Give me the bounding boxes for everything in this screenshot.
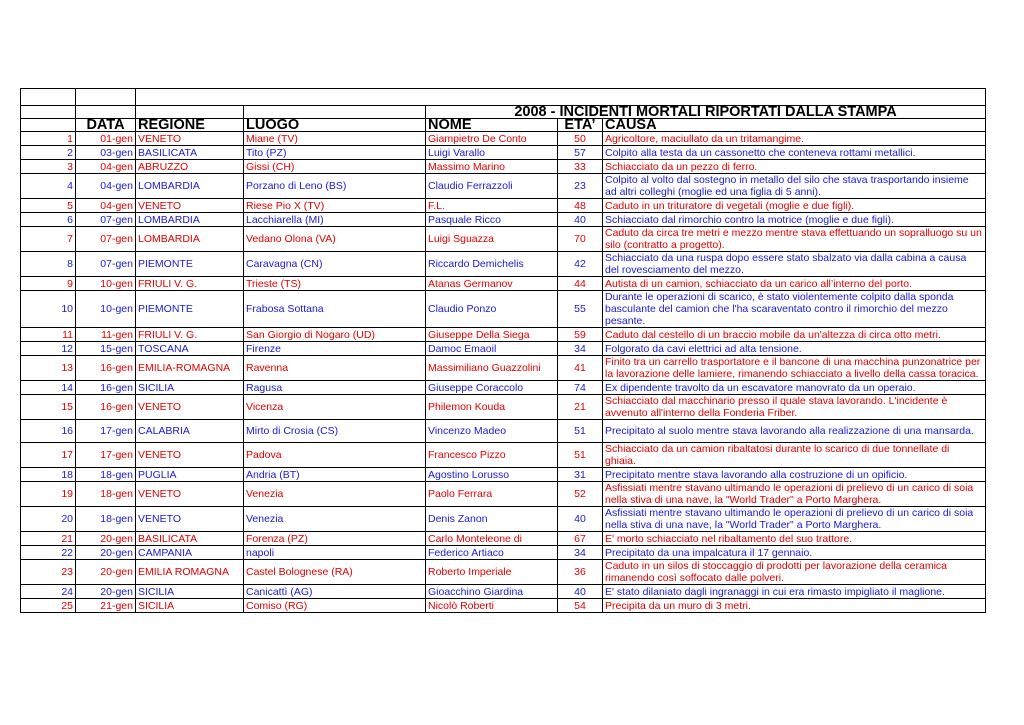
row-place: Riese Pio X (TV) bbox=[244, 199, 426, 213]
row-cause: Precipita da un muro di 3 metri. bbox=[603, 599, 986, 613]
row-date: 18-gen bbox=[76, 482, 136, 507]
header-nome: NOME bbox=[426, 119, 558, 132]
row-region: SICILIA bbox=[136, 599, 244, 613]
header-data: DATA bbox=[76, 119, 136, 132]
row-date: 04-gen bbox=[76, 174, 136, 199]
table-row bbox=[21, 227, 986, 252]
row-age: 57 bbox=[558, 146, 603, 160]
table-row bbox=[21, 252, 986, 277]
row-number: 24 bbox=[21, 585, 76, 599]
table-row bbox=[21, 420, 986, 443]
row-date: 17-gen bbox=[76, 420, 136, 443]
row-age: 40 bbox=[558, 585, 603, 599]
row-date: 04-gen bbox=[76, 199, 136, 213]
row-region: VENETO bbox=[136, 482, 244, 507]
row-name: Carlo Monteleone di bbox=[426, 532, 558, 546]
row-cause: Caduto dal cestello di un braccio mobile da un'altezza di circa otto metri. bbox=[603, 328, 986, 342]
row-number: 23 bbox=[21, 560, 76, 585]
row-place: Castel Bolognese (RA) bbox=[244, 560, 426, 585]
row-cause: Colpito al volto dal sostegno in metallo del silo che stava trasportando insieme ad altri colleghi (moglie ed una figlia di 5 anni). bbox=[603, 174, 986, 199]
row-cause: Schiacciato da un camion ribaltatosi durante lo scarico di due tonnellate di ghiaia. bbox=[603, 443, 986, 468]
row-number: 2 bbox=[21, 146, 76, 160]
row-name: Gioacchino Giardina bbox=[426, 585, 558, 599]
row-cause: Finito tra un carrello trasportatore e il bancone di una macchina punzonatrice per la lavorazione delle lamiere, rimanendo schiacciato a livello della cassa toracica. bbox=[603, 356, 986, 381]
row-cause: Precipitato mentre stava lavorando alla costruzione di un opificio. bbox=[603, 468, 986, 482]
row-region: EMILIA ROMAGNA bbox=[136, 560, 244, 585]
row-region: LOMBARDIA bbox=[136, 174, 244, 199]
row-date: 01-gen bbox=[76, 132, 136, 146]
row-cause: Colpito alla testa da un cassonetto che conteneva rottami metallici. bbox=[603, 146, 986, 160]
row-name: Atanas Germanov bbox=[426, 277, 558, 291]
row-cause: Ex dipendente travolto da un escavatore manovrato da un operaio. bbox=[603, 381, 986, 395]
row-cause: Autista di un camion, schiacciato da un carico all’interno del porto. bbox=[603, 277, 986, 291]
row-age: 33 bbox=[558, 160, 603, 174]
row-place: napoli bbox=[244, 546, 426, 560]
row-region: BASILICATA bbox=[136, 532, 244, 546]
row-place: Lacchiarella (MI) bbox=[244, 213, 426, 227]
row-region: VENETO bbox=[136, 507, 244, 532]
row-region: CALABRIA bbox=[136, 420, 244, 443]
table-row bbox=[21, 560, 986, 585]
row-age: 59 bbox=[558, 328, 603, 342]
row-age: 67 bbox=[558, 532, 603, 546]
row-region: PIEMONTE bbox=[136, 252, 244, 277]
row-place: Mirto di Crosia (CS) bbox=[244, 420, 426, 443]
row-age: 54 bbox=[558, 599, 603, 613]
row-name: Francesco Pizzo bbox=[426, 443, 558, 468]
row-number: 1 bbox=[21, 132, 76, 146]
row-cause: Precipitato al suolo mentre stava lavorando alla realizzazione di una mansarda. bbox=[603, 420, 986, 443]
row-cause: Agricoltore, maciullato da un tritamangime. bbox=[603, 132, 986, 146]
table-row bbox=[21, 146, 986, 160]
spacer-row bbox=[21, 89, 986, 106]
row-age: 34 bbox=[558, 342, 603, 356]
row-name: F.L. bbox=[426, 199, 558, 213]
row-date: 16-gen bbox=[76, 381, 136, 395]
row-place: Padova bbox=[244, 443, 426, 468]
table-row bbox=[21, 342, 986, 356]
row-age: 40 bbox=[558, 213, 603, 227]
row-number: 17 bbox=[21, 443, 76, 468]
row-place: Miane (TV) bbox=[244, 132, 426, 146]
row-age: 70 bbox=[558, 227, 603, 252]
row-age: 74 bbox=[558, 381, 603, 395]
row-cause: Schiacciato da una ruspa dopo essere stato sbalzato via dalla cabina a causa del rovesciamento del mezzo. bbox=[603, 252, 986, 277]
row-age: 40 bbox=[558, 507, 603, 532]
row-place: Andria (BT) bbox=[244, 468, 426, 482]
row-number: 12 bbox=[21, 342, 76, 356]
row-number: 3 bbox=[21, 160, 76, 174]
row-region: FRIULI V. G. bbox=[136, 277, 244, 291]
row-date: 20-gen bbox=[76, 585, 136, 599]
table-row bbox=[21, 277, 986, 291]
row-cause: Precipitato da una impalcatura il 17 gennaio. bbox=[603, 546, 986, 560]
row-place: Frabosa Sottana bbox=[244, 291, 426, 328]
row-number: 15 bbox=[21, 395, 76, 420]
row-name: Philemon Kouda bbox=[426, 395, 558, 420]
row-age: 51 bbox=[558, 443, 603, 468]
row-region: SICILIA bbox=[136, 585, 244, 599]
row-name: Giuseppe Coraccolo bbox=[426, 381, 558, 395]
row-date: 18-gen bbox=[76, 507, 136, 532]
row-name: Federico Artiaco bbox=[426, 546, 558, 560]
title-row bbox=[21, 106, 986, 119]
row-region: LOMBARDIA bbox=[136, 213, 244, 227]
row-name: Agostino Lorusso bbox=[426, 468, 558, 482]
row-age: 42 bbox=[558, 252, 603, 277]
table-row bbox=[21, 381, 986, 395]
row-age: 41 bbox=[558, 356, 603, 381]
row-cause: Asfissiati mentre stavano ultimando le operazioni di prelievo di un carico di soia nella stiva di una nave, la "World Trader" a Porto Marghera. bbox=[603, 482, 986, 507]
row-cause: E' stato dilaniato dagli ingranaggi in cui era rimasto impigliato il maglione. bbox=[603, 585, 986, 599]
row-number: 13 bbox=[21, 356, 76, 381]
page-title: 2008 - INCIDENTI MORTALI RIPORTATI DALLA STAMPA bbox=[426, 106, 986, 119]
row-number: 14 bbox=[21, 381, 76, 395]
row-date: 07-gen bbox=[76, 213, 136, 227]
row-number: 19 bbox=[21, 482, 76, 507]
row-place: Trieste (TS) bbox=[244, 277, 426, 291]
row-cause: Schiacciato da un pezzo di ferro. bbox=[603, 160, 986, 174]
row-region: ABRUZZO bbox=[136, 160, 244, 174]
row-age: 55 bbox=[558, 291, 603, 328]
row-name: Giampietro De Conto bbox=[426, 132, 558, 146]
row-cause: Caduto da circa tre metri e mezzo mentre stava effettuando un sopralluogo su un silo (contratto a progetto). bbox=[603, 227, 986, 252]
row-number: 6 bbox=[21, 213, 76, 227]
row-age: 36 bbox=[558, 560, 603, 585]
row-date: 04-gen bbox=[76, 160, 136, 174]
row-date: 07-gen bbox=[76, 227, 136, 252]
row-date: 07-gen bbox=[76, 252, 136, 277]
table-row bbox=[21, 291, 986, 328]
row-number: 4 bbox=[21, 174, 76, 199]
row-number: 25 bbox=[21, 599, 76, 613]
row-name: Luigi Varallo bbox=[426, 146, 558, 160]
row-region: VENETO bbox=[136, 199, 244, 213]
row-region: PIEMONTE bbox=[136, 291, 244, 328]
row-region: FRIULI V. G. bbox=[136, 328, 244, 342]
row-date: 20-gen bbox=[76, 546, 136, 560]
row-region: VENETO bbox=[136, 395, 244, 420]
row-name: Nicolò Roberti bbox=[426, 599, 558, 613]
table-row bbox=[21, 199, 986, 213]
row-place: Porzano di Leno (BS) bbox=[244, 174, 426, 199]
row-cause: Folgorato da cavi elettrici ad alta tensione. bbox=[603, 342, 986, 356]
row-region: TOSCANA bbox=[136, 342, 244, 356]
row-region: BASILICATA bbox=[136, 146, 244, 160]
row-cause: Schiacciato dal rimorchio contro la motrice (moglie e due figli). bbox=[603, 213, 986, 227]
row-place: Ravenna bbox=[244, 356, 426, 381]
row-age: 44 bbox=[558, 277, 603, 291]
row-name: Denis Zanon bbox=[426, 507, 558, 532]
row-date: 15-gen bbox=[76, 342, 136, 356]
table-row bbox=[21, 356, 986, 381]
row-place: Vicenza bbox=[244, 395, 426, 420]
row-place: Caravagna (CN) bbox=[244, 252, 426, 277]
row-number: 7 bbox=[21, 227, 76, 252]
table-row bbox=[21, 599, 986, 613]
table-row bbox=[21, 160, 986, 174]
row-date: 10-gen bbox=[76, 277, 136, 291]
table-row bbox=[21, 507, 986, 532]
table-row bbox=[21, 443, 986, 468]
row-name: Massimiliano Guazzolini bbox=[426, 356, 558, 381]
row-name: Pasquale Ricco bbox=[426, 213, 558, 227]
row-place: Firenze bbox=[244, 342, 426, 356]
row-place: Forenza (PZ) bbox=[244, 532, 426, 546]
row-age: 48 bbox=[558, 199, 603, 213]
row-place: Comiso (RG) bbox=[244, 599, 426, 613]
row-cause: E' morto schiacciato nel ribaltamento del suo trattore. bbox=[603, 532, 986, 546]
row-name: Roberto Imperiale bbox=[426, 560, 558, 585]
row-date: 16-gen bbox=[76, 395, 136, 420]
row-age: 50 bbox=[558, 132, 603, 146]
row-cause: Asfissiati mentre stavano ultimando le operazioni di prelievo di un carico di soia nella stiva di una nave, la "World Trader" a Porto Marghera. bbox=[603, 507, 986, 532]
row-name: Claudio Ferrazzoli bbox=[426, 174, 558, 199]
table-row bbox=[21, 532, 986, 546]
row-age: 31 bbox=[558, 468, 603, 482]
row-number: 20 bbox=[21, 507, 76, 532]
row-name: Riccardo Demichelis bbox=[426, 252, 558, 277]
table-row bbox=[21, 132, 986, 146]
row-date: 17-gen bbox=[76, 443, 136, 468]
row-place: Venezia bbox=[244, 482, 426, 507]
table-row bbox=[21, 174, 986, 199]
row-date: 20-gen bbox=[76, 560, 136, 585]
table-row bbox=[21, 585, 986, 599]
row-number: 10 bbox=[21, 291, 76, 328]
row-name: Paolo Ferrara bbox=[426, 482, 558, 507]
row-cause: Caduto in un silos di stoccaggio di prodotti per lavorazione della ceramica rimanendo così soffocato dalle polveri. bbox=[603, 560, 986, 585]
row-name: Massimo Marino bbox=[426, 160, 558, 174]
row-number: 11 bbox=[21, 328, 76, 342]
header-eta: ETA’ bbox=[558, 119, 603, 132]
row-date: 16-gen bbox=[76, 356, 136, 381]
row-date: 18-gen bbox=[76, 468, 136, 482]
row-name: Damoc Emaoil bbox=[426, 342, 558, 356]
header-luogo: LUOGO bbox=[244, 119, 426, 132]
row-date: 11-gen bbox=[76, 328, 136, 342]
row-age: 21 bbox=[558, 395, 603, 420]
row-date: 20-gen bbox=[76, 532, 136, 546]
header-row bbox=[21, 119, 986, 132]
row-region: VENETO bbox=[136, 443, 244, 468]
table-row bbox=[21, 213, 986, 227]
row-region: LOMBARDIA bbox=[136, 227, 244, 252]
row-cause: Schiacciato dal macchinario presso il quale stava lavorando. L'incidente è avvenuto all'interno della Fonderia Friber. bbox=[603, 395, 986, 420]
row-number: 21 bbox=[21, 532, 76, 546]
row-place: Tito (PZ) bbox=[244, 146, 426, 160]
table-row bbox=[21, 546, 986, 560]
row-place: Gissi (CH) bbox=[244, 160, 426, 174]
row-region: SICILIA bbox=[136, 381, 244, 395]
row-number: 5 bbox=[21, 199, 76, 213]
table-row bbox=[21, 328, 986, 342]
row-name: Luigi Sguazza bbox=[426, 227, 558, 252]
row-age: 52 bbox=[558, 482, 603, 507]
row-number: 18 bbox=[21, 468, 76, 482]
row-number: 22 bbox=[21, 546, 76, 560]
table-row bbox=[21, 468, 986, 482]
row-name: Giuseppe Della Siega bbox=[426, 328, 558, 342]
row-date: 21-gen bbox=[76, 599, 136, 613]
row-number: 9 bbox=[21, 277, 76, 291]
row-name: Claudio Ponzo bbox=[426, 291, 558, 328]
row-date: 10-gen bbox=[76, 291, 136, 328]
row-region: PUGLIA bbox=[136, 468, 244, 482]
header-causa: CAUSA bbox=[603, 119, 986, 132]
row-region: VENETO bbox=[136, 132, 244, 146]
row-cause: Durante le operazioni di scarico, è stato violentemente colpito dalla sponda basculante del camion che l'ha scaraventato contro il rimorchio del mezzo pesante. bbox=[603, 291, 986, 328]
row-age: 51 bbox=[558, 420, 603, 443]
row-number: 8 bbox=[21, 252, 76, 277]
row-age: 23 bbox=[558, 174, 603, 199]
row-place: San Giorgio di Nogaro (UD) bbox=[244, 328, 426, 342]
row-cause: Caduto in un trituratore di vegetali (moglie e due figli). bbox=[603, 199, 986, 213]
row-number: 16 bbox=[21, 420, 76, 443]
row-name: Vincenzo Madeo bbox=[426, 420, 558, 443]
row-place: Venezia bbox=[244, 507, 426, 532]
incident-table bbox=[20, 88, 986, 613]
row-region: EMILIA-ROMAGNA bbox=[136, 356, 244, 381]
row-place: Ragusa bbox=[244, 381, 426, 395]
row-region: CAMPANIA bbox=[136, 546, 244, 560]
table-row bbox=[21, 395, 986, 420]
row-date: 03-gen bbox=[76, 146, 136, 160]
row-place: Canicattì (AG) bbox=[244, 585, 426, 599]
row-place: Vedano Olona (VA) bbox=[244, 227, 426, 252]
table-row bbox=[21, 482, 986, 507]
row-age: 34 bbox=[558, 546, 603, 560]
header-regione: REGIONE bbox=[136, 119, 244, 132]
